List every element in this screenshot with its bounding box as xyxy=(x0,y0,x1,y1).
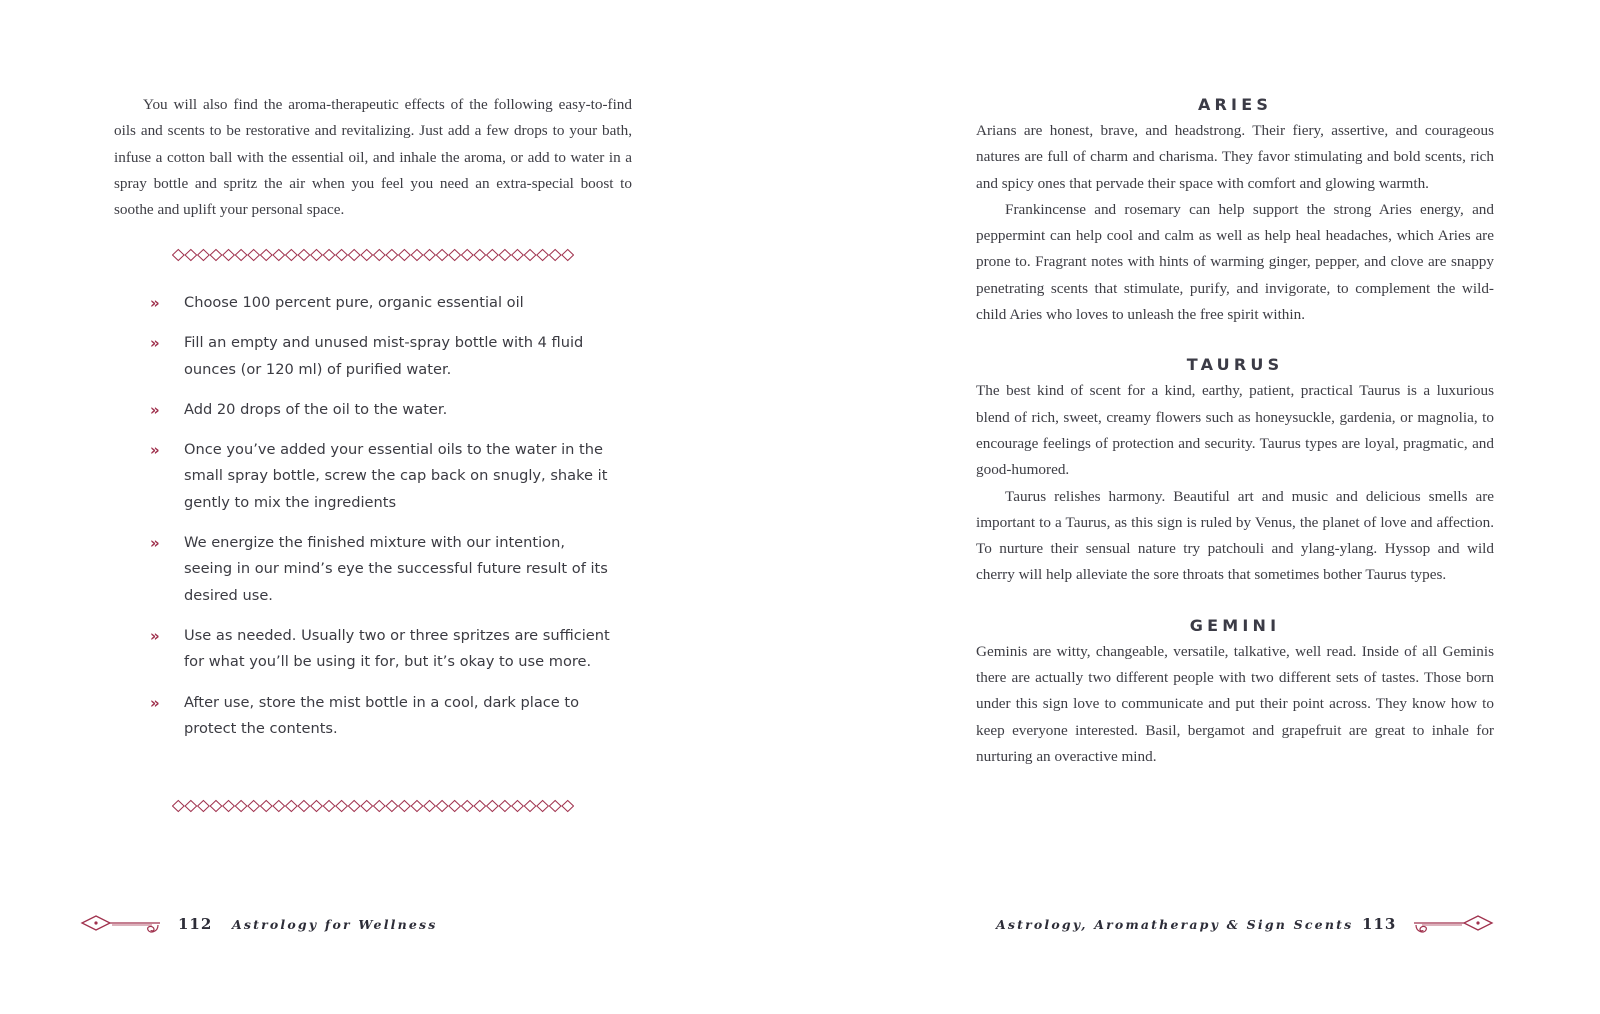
running-head: Astrology, Aromatherapy & Sign Scents xyxy=(996,917,1354,932)
sign-sections xyxy=(976,92,1494,770)
diamond-link xyxy=(336,801,348,812)
diamond-link xyxy=(499,801,511,812)
diamond-link xyxy=(286,250,298,261)
diamond-link xyxy=(235,801,247,812)
step-text: We energize the finished mixture with our intention, seeing in our mind’s eye the successful future result of its desired use. xyxy=(184,534,608,604)
double-chevron-icon: » xyxy=(150,334,160,353)
step-text: Add 20 drops of the oil to the water. xyxy=(184,400,448,418)
diamond-link xyxy=(348,801,360,812)
double-chevron-icon: » xyxy=(150,441,160,460)
diamond-link xyxy=(311,801,323,812)
diamond-link xyxy=(198,250,210,261)
diamond-link xyxy=(210,801,222,812)
double-chevron-icon: » xyxy=(150,400,160,419)
diamond-link xyxy=(248,250,260,261)
diamond-link xyxy=(524,801,536,812)
diamond-link xyxy=(185,801,197,812)
diamond-link xyxy=(260,250,272,261)
diamond-link xyxy=(210,250,222,261)
diamond-link xyxy=(461,801,473,812)
double-chevron-icon: » xyxy=(150,294,160,312)
diamond-link xyxy=(411,801,423,812)
taurus-paragraph-2: Taurus relishes harmony. Beautiful art and music and delicious smells are important to a Taurus, as this sign is ruled by Venus, the planet of love and affection. To nurture their sensual nature try patchouli and ylang-ylang. Hyssop and wild cherry will help alleviate the sore throats that sometimes bother Taurus types. xyxy=(976,487,1494,584)
diamond-chain-ornament-bottom xyxy=(172,799,574,813)
step-text: Choose 100 percent pure, organic essential oil xyxy=(184,294,524,311)
diamond-link xyxy=(499,250,511,261)
list-item xyxy=(150,437,610,516)
diamond-link xyxy=(374,801,386,812)
diamond-link xyxy=(298,250,310,261)
diamond-link xyxy=(223,250,235,261)
step-text: Fill an empty and unused mist-spray bottle with 4 fluid ounces (or 120 ml) of purified water. xyxy=(184,334,584,378)
section-spacer xyxy=(976,328,1494,352)
section-heading-taurus: TAURUS xyxy=(1186,355,1284,375)
diamond-link xyxy=(537,250,549,261)
page-number: 112 xyxy=(178,915,213,933)
diamond-link xyxy=(424,250,436,261)
diamond-link xyxy=(562,801,574,812)
double-chevron-icon: » xyxy=(150,534,160,553)
diamond-link xyxy=(562,250,574,261)
diamond-link xyxy=(537,801,549,812)
step-text: After use, store the mist bottle in a cool, dark place to protect the contents. xyxy=(184,693,580,737)
diamond-link xyxy=(436,801,448,812)
aries-paragraph-2: Frankincense and rosemary can help support the strong Aries energy, and peppermint can help cool and calm as well as help heal headaches, which Aries are prone to. Fragrant notes with hints of warming ginger, pepper, and clove are snappy penetrating scents that stimulate, purify, and invigorate, to complement the wild-child Aries who loves to unleash the free spirit within. xyxy=(976,200,1494,324)
section-heading-aries: ARIES xyxy=(1197,95,1273,114)
diamond-link xyxy=(173,801,185,812)
list-item xyxy=(150,330,610,383)
diamond-link xyxy=(173,250,185,261)
diamond-link xyxy=(298,801,310,812)
intro-paragraph: You will also find the aroma-therapeutic effects of the following easy-to-find oils and scents to be restorative and revitalizing. Just add a few drops to your bath, infuse a cotton ball with the essential oil, and inhale the aroma, or add to water in a spray bottle and spritz the air when you feel you need an extra-special boost to soothe and uplift your personal space. xyxy=(114,96,632,219)
diamond-link xyxy=(273,250,285,261)
diamond-link xyxy=(399,250,411,261)
diamond-link xyxy=(311,250,323,261)
diamond-link xyxy=(449,250,461,261)
diamond-link xyxy=(487,250,499,261)
list-item xyxy=(150,690,610,743)
diamond-link xyxy=(323,801,335,812)
diamond-link xyxy=(348,250,360,261)
diamond-link xyxy=(524,250,536,261)
diamond-link xyxy=(474,250,486,261)
step-text: Once you’ve added your essential oils to the water in the small spray bottle, screw the cap back on snugly, shake it gently to mix the ingredients xyxy=(184,441,608,511)
diamond-chain-ornament-top xyxy=(172,248,574,262)
diamond-link xyxy=(436,250,448,261)
diamond-link xyxy=(424,801,436,812)
diamond-link xyxy=(248,801,260,812)
diamond-link xyxy=(461,250,473,261)
list-item xyxy=(150,290,610,316)
list-item xyxy=(150,397,610,423)
compass-flourish-left-icon xyxy=(80,912,162,940)
diamond-link xyxy=(235,250,247,261)
diamond-link xyxy=(286,801,298,812)
diamond-link xyxy=(273,801,285,812)
running-head: Astrology for Wellness xyxy=(232,917,438,932)
diamond-link xyxy=(361,801,373,812)
taurus-paragraph-1: The best kind of scent for a kind, earthy, patient, practical Taurus is a luxurious blend of rich, sweet, creamy flowers such as honeysuckle, gardenia, or magnolia, to encourage feelings of protection and security. Taurus types are loyal, pragmatic, and good-humored. xyxy=(976,382,1494,479)
aries-paragraph-1: Arians are honest, brave, and headstrong. Their fiery, assertive, and courageous natures are full of charm and charisma. They favor stimulating and bold scents, rich and spicy ones that pervade their space with comfort and glowing warmth. xyxy=(976,122,1494,192)
diamond-link xyxy=(374,250,386,261)
diamond-link xyxy=(323,250,335,261)
diamond-link xyxy=(449,801,461,812)
instruction-list xyxy=(150,290,610,756)
diamond-link xyxy=(361,250,373,261)
diamond-link xyxy=(474,801,486,812)
diamond-link xyxy=(198,801,210,812)
left-footer xyxy=(80,912,480,942)
list-item xyxy=(150,530,610,609)
diamond-link xyxy=(185,250,197,261)
diamond-link xyxy=(399,801,411,812)
gemini-paragraph-1: Geminis are witty, changeable, versatile, talkative, well read. Inside of all Geminis there are actually two different people with two different sets of tastes. Those born under this sign love to communicate and put their point across. They know how to keep everyone interested. Basil, bergamot and grapefruit are great to inhale for nurturing an overactive mind. xyxy=(976,642,1494,765)
page-number: 113 xyxy=(1362,915,1397,933)
section-heading-gemini: GEMINI xyxy=(1189,615,1281,635)
right-footer xyxy=(996,912,1496,942)
diamond-link xyxy=(260,801,272,812)
section-spacer xyxy=(976,589,1494,613)
double-chevron-icon: » xyxy=(150,693,160,712)
compass-flourish-right-icon xyxy=(1412,912,1494,940)
diamond-link xyxy=(336,250,348,261)
diamond-link xyxy=(223,801,235,812)
diamond-link xyxy=(487,801,499,812)
double-chevron-icon: » xyxy=(150,626,160,645)
step-text: Use as needed. Usually two or three spritzes are sufficient for what you’ll be using it for, but it’s okay to use more. xyxy=(184,626,610,671)
list-item xyxy=(150,623,610,676)
diamond-link xyxy=(512,801,524,812)
diamond-link xyxy=(549,250,561,261)
diamond-link xyxy=(386,801,398,812)
right-page xyxy=(800,0,1600,1014)
diamond-link xyxy=(512,250,524,261)
diamond-link xyxy=(386,250,398,261)
diamond-link xyxy=(549,801,561,812)
diamond-link xyxy=(411,250,423,261)
